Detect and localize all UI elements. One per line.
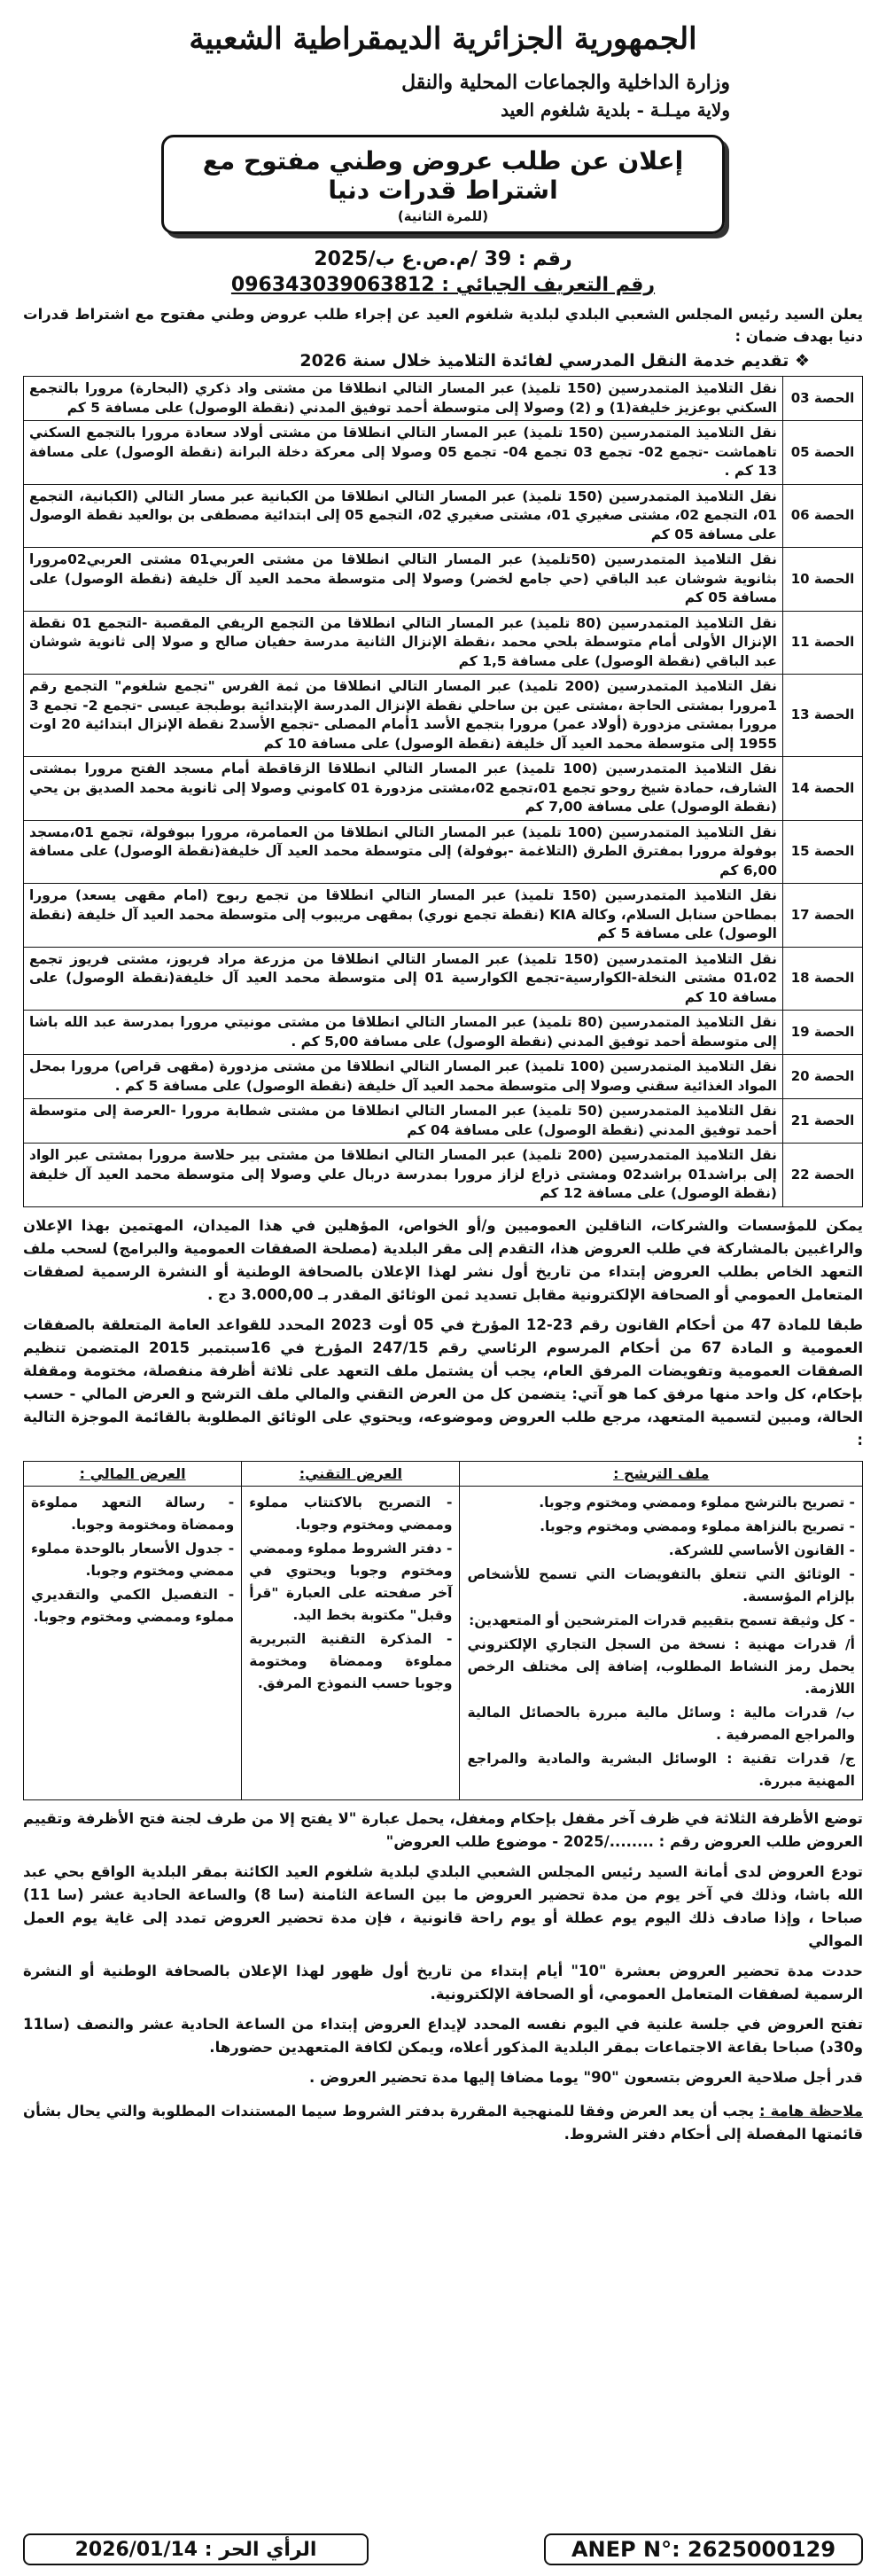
technical-item: - التصريح بالاكتتاب مملوء وممضي ومختوم وجوبا. bbox=[249, 1494, 453, 1533]
paragraph-duration: حددت مدة تحضير العروض بعشرة "10" أيام إبتداء من تاريخ أول ظهور لهذا الإعلان بالصحافة الوطنية أو النشرة الرسمية لصفقات المتعامل العمومي، أو الصحافة الإلكترونية. bbox=[23, 1962, 863, 2002]
candidature-item: ب/ قدرات مالية : وسائل مالية مبررة بالحصائل المالية والمراجع المصرفية . bbox=[467, 1704, 855, 1743]
lot-description: نقل التلاميذ المتمدرسين (150 تلميذ) عبر المسار التالي انطلاقا من الكبانية عبر مسار التالي (الكبانية، التجمع 01، التجمع 02، مشتى صغيري 01، مشتى صغيري 02، التجمع 05 إلى ابتدائية مصطفى بن بوالعيد نقطة الوصول على مسافة 05 كم bbox=[24, 484, 783, 548]
lot-description: نقل التلاميذ المتمدرسين (200 تلميذ) عبر المسار التالي انطلاقا من ثمة الفرس "تجمع شلغوم" التجمع رقم 1مرورا بمشتى الحاجة ،مشتى عين بن ساحلي نقطة الإنزال المدرسة الإبتدائية بوطبجة عيسى -تجمع 2- تجمع 3 مرورا بمشتى مزدورة (أولاد عمر) مرورا بتجمع الأسد 1أمام المصلى -تجمع الأسد2 نقطة الإنزال ابتدائية 20 اوت 1955 إلى متوسطة محمد العيد آل خليفة (نقطة الوصول) على مسافة 10 كم bbox=[24, 675, 783, 757]
lot-description: نقل التلاميذ المتمدرسين (100 تلميذ) عبر المسار التالي انطلاقا من مشتى مزدورة (مقهى قراص) مرورا بمحل المواد الغذائية سقني وصولا إلى متوسطة محمد العيد آل خليفة (نقطة الوصول) على مسافة 5 كم . bbox=[24, 1055, 783, 1099]
lot-row bbox=[24, 1055, 863, 1099]
financial-item: - رسالة التعهد مملوءة وممضاة ومختومة وجوبا. bbox=[31, 1494, 235, 1533]
lot-row bbox=[24, 421, 863, 485]
footer bbox=[23, 2533, 863, 2569]
lot-description: نقل التلاميذ المتمدرسين (150 تلميذ) عبر المسار التالي انطلاقا من تجمع ربوح (امام مقهى يسعد) مرورا بمطاحن سنابل السلام، وكالة KIA (نقطة تجمع نوري) بمقهى مريبوب إلى متوسطة محمد العيد آل خليفة (نقطة الوصول) على مسافة 5 كم bbox=[24, 884, 783, 948]
lot-description: نقل التلاميذ المتمدرسين (150 تلميذ) عبر المسار التالي انطلاقا من مزرعة مراد فريوز، مشتى فريوز تجمع 01،02 مشتى النخلة-الكوارسية-تجمع الكوارسية 01 إلى متوسطة محمد العيد آل خليفة(نقطة الوصول) على مسافة 10 كم bbox=[24, 947, 783, 1011]
lot-number: الحصة 06 bbox=[783, 484, 863, 548]
candidature-item: ج/ قدرات تقنية : الوسائل البشرية والمادية والمراجع المهنية مبررة. bbox=[467, 1750, 855, 1789]
notice-title: إعلان عن طلب عروض وطني مفتوح مع اشتراط قدرات دنيا bbox=[202, 146, 684, 205]
anep-number: ANEP N°: 2625000129 bbox=[544, 2533, 863, 2565]
candidature-item: - كل وثيقة تسمح بتقييم قدرات المترشحين أو المتعهدين: bbox=[469, 1612, 855, 1628]
lot-number: الحصة 13 bbox=[783, 675, 863, 757]
lot-row bbox=[24, 1099, 863, 1144]
financial-item: - التفصيل الكمي والتقديري مملوء وممضي ومختوم وجوبا. bbox=[31, 1586, 235, 1625]
candidature-cell bbox=[460, 1486, 863, 1799]
candidature-item: - تصريح بالترشح مملوء وممضي ومختوم وجوبا. bbox=[539, 1494, 855, 1510]
intro-paragraph: يعلن السيد رئيس المجلس الشعبي البلدي لبلدية شلغوم العيد عن إجراء طلب عروض وطني مفتوح مع اشتراط قدرات دنيا بهدف ضمان : bbox=[23, 306, 863, 345]
financial-cell bbox=[24, 1486, 242, 1799]
lot-number: الحصة 22 bbox=[783, 1144, 863, 1207]
candidature-item: - الوثائق التي تتعلق بالتفويضات التي تسمح للأشخاص بإلزام المؤسسة. bbox=[467, 1565, 855, 1604]
tax-id: رقم التعريف الجبائي : 096343039063812 bbox=[230, 274, 656, 296]
lot-number: الحصة 17 bbox=[783, 884, 863, 948]
ministry-heading: وزارة الداخلية والجماعات المحلية والنقل bbox=[401, 71, 730, 94]
header-technical: العرض التقني: bbox=[242, 1461, 460, 1486]
lot-description: نقل التلاميذ المتمدرسين (80 تلميذ) عبر المسار التالي انطلاقا من مشتى مونيتي مرورا بمدرسة عبد الله باشا إلى متوسطة أحمد توفيق المدني (نقطة الوصول) على مسافة 5,00 كم . bbox=[24, 1011, 783, 1055]
lots-table bbox=[23, 376, 863, 1207]
note-text: يجب أن يعد العرض وفقا للمنهجية المقررة بدفتر الشروط سيما المستندات المطلوبة والتي يحال بشأن قائمتها المفصلة إلى أحكام دفتر الشروط. bbox=[23, 2102, 863, 2143]
lot-row bbox=[24, 548, 863, 612]
lot-row bbox=[24, 1144, 863, 1207]
lot-row bbox=[24, 1011, 863, 1055]
lot-description: نقل التلاميذ المتمدرسين (100 تلميذ) عبر المسار التالي انطلاقا الزقاقطة أمام مسجد الفتح مرورا بمشتى الشارف، حمادة شيخ روحو تجمع 01،تجمع 02،مشتى مزدورة 01 كاموني وصولا إلى ثانوية محمد الصديق بن يحي (نقطة الوصول) على مسافة 7,00 كم bbox=[24, 757, 783, 821]
lot-row bbox=[24, 884, 863, 948]
paragraph-legal: طبقا للمادة 47 من أحكام القانون رقم 23-12 المؤرخ في 05 أوت 2023 المحدد للقواعد العامة المتعلقة بالصفقات العمومية و المادة 67 من أحكام المرسوم الرئاسي رقم 247/15 المؤرخ في 16سبتمبر 2015 المتضمن تنظيم الصفقات العمومية وتفويضات المرفق العام، يجب أن يشتمل ملف التعهد على ثلاثة أظرفة منفصلة، مختومة ومقفلة بإحكام، كل واحد منها مرفق كما هو آتي: يتضمن كل من العرض التقني والمالي ملف الترشح و العرض المالي - حسب الحالة، ومبين لتسمية المتعهد، مرجع طلب العروض وموضوعه، ويحتوي على الوثائق المطلوبة بالقائمة الموجزة التالية : bbox=[23, 1315, 864, 1448]
notice-subtitle: (للمرة الثانية) bbox=[397, 208, 489, 224]
lot-number: الحصة 15 bbox=[783, 820, 863, 884]
lot-row bbox=[24, 947, 863, 1011]
lot-row bbox=[24, 675, 863, 757]
technical-item: - المذكرة التقنية التبريرية مملوءة وممضاة ومختومة وجوبا حسب النموذج المرفق. bbox=[249, 1630, 453, 1691]
lot-number: الحصة 11 bbox=[783, 611, 863, 675]
financial-item: - جدول الأسعار بالوحدة مملوء ممضي ومختوم وجوبا. bbox=[31, 1540, 235, 1579]
lot-number: الحصة 21 bbox=[783, 1099, 863, 1144]
wilaya-heading: ولاية ميـلـة - بلدية شلغوم العيد bbox=[501, 99, 730, 121]
header-financial: العرض المالي : bbox=[24, 1461, 242, 1486]
lot-description: نقل التلاميذ المتمدرسين (50 تلميذ) عبر المسار التالي انطلاقا من مشتى شطابة مرورا -العرصة إلى متوسطة أحمد توفيق المدني (نقطة الوصول) على مسافة 04 كم bbox=[24, 1099, 783, 1144]
lot-description: نقل التلاميذ المتمدرسين (150 تلميذ) عبر المسار التالي انطلاقا من مشتى أولاد سعادة مرورا بالتجمع السكني تاهماشت -تجمع 02- تجمع 03 تجمع 04- تجمع 05 وصولا إلى معركة دخلة البرانة (نقطة الوصول) على مسافة 13 كم . bbox=[24, 421, 783, 485]
lot-description: نقل التلاميذ المتمدرسين (50تلميذ) عبر المسار التالي انطلاقا من مشتى العربي01 مشتى العربي02مرورا بثانوية شوشان عبد الباقي (حي جامع لخضر) وصولا إلى متوسطة محمد العيد آل خليفة (نقطة الوصول) على مسافة 05 كم bbox=[24, 548, 783, 612]
header-candidature: ملف الترشح : bbox=[460, 1461, 863, 1486]
lot-description: نقل التلاميذ المتمدرسين (100 تلميذ) عبر المسار التالي انطلاقا من العمامرة، مرورا ببوفولة، تجمع 01،مسجد بوفولة مرورا بمفترق الطرق (التلاغمة -بوفولة) إلى متوسطة محمد العيد آل خليفة(نقطة الوصول) على مسافة 6,00 كم bbox=[24, 820, 783, 884]
reference-number: رقم : 39 /م.ص.ع ب/2025 bbox=[314, 248, 572, 270]
lot-number: الحصة 05 bbox=[783, 421, 863, 485]
candidature-item: - القانون الأساسي للشركة. bbox=[668, 1542, 855, 1558]
technical-cell bbox=[242, 1486, 460, 1799]
lot-number: الحصة 20 bbox=[783, 1055, 863, 1099]
notice-title-box bbox=[161, 135, 725, 234]
publication-date: الرأي الحر : 2026/01/14 bbox=[23, 2533, 369, 2565]
lot-row bbox=[24, 611, 863, 675]
lot-number: الحصة 03 bbox=[783, 377, 863, 421]
candidature-item: أ/ قدرات مهنية : نسخة من السجل التجاري الإلكتروني يحمل رمز النشاط المطلوب، إضافة إلى مختلف الرخص اللازمة. bbox=[467, 1635, 855, 1697]
note-label: ملاحظة هامة : bbox=[759, 2102, 863, 2119]
technical-item: - دفتر الشروط مملوء وممضي ومختوم وجوبا ويحتوي في آخر صفحته على العبارة "قرأ وقبل" مكتوبة بخط اليد. bbox=[249, 1540, 453, 1623]
dossier-table bbox=[23, 1461, 863, 1800]
paragraph-opening: تفتح العروض في جلسة علنية في اليوم نفسه المحدد لإيداع العروض إبتداء من الساعة الحادية عشر والنصف (سا11 و30د) صباحا بقاعة الاجتماعات بمقر البلدية المذكور أعلاه، ويمكن لكافة المتعهدين حضورها. bbox=[23, 2015, 863, 2056]
lot-number: الحصة 19 bbox=[783, 1011, 863, 1055]
lot-number: الحصة 14 bbox=[783, 757, 863, 821]
lot-row bbox=[24, 484, 863, 548]
lot-row bbox=[24, 820, 863, 884]
lot-number: الحصة 10 bbox=[783, 548, 863, 612]
lot-description: نقل التلاميذ المتمدرسين (200 تلميذ) عبر المسار التالي انطلاقا من مشتى بير حلاسة مرورا بمشتى عبر الواد إلى براشد01 براشد02 ومشتى ذراع لزاز مرورا بمدرسة دربال علي وصولا إلى متوسطة محمد العيد آل خليفة (نقطة الوصول) على مسافة 12 كم bbox=[24, 1144, 783, 1207]
lot-description: نقل التلاميذ المتمدرسين (150 تلميذ) عبر المسار التالي انطلاقا من مشتى واد ذكري (البحارة) مرورا بالتجمع السكني بوعزيز خليفة(1) و (2) وصولا إلى متوسطة أحمد توفيق المدني (نقطة الوصول) على مسافة 5 كم bbox=[24, 377, 783, 421]
republic-heading: الجمهورية الجزائرية الديمقراطية الشعبية bbox=[189, 21, 697, 57]
lot-number: الحصة 18 bbox=[783, 947, 863, 1011]
paragraph-validity: قدر أجل صلاحية العروض بتسعون "90" يوما مضافا إليها مدة تحضير العروض . bbox=[309, 2068, 863, 2086]
lot-row bbox=[24, 377, 863, 421]
candidature-item: - تصريح بالنزاهة مملوء وممضي ومختوم وجوبا. bbox=[540, 1518, 855, 1534]
subject-line: ❖ تقديم خدمة النقل المدرسي لفائدة التلاميذ خلال سنة 2026 bbox=[299, 351, 810, 371]
paragraph-deposit: تودع العروض لدى أمانة السيد رئيس المجلس الشعبي البلدي لبلدية شلغوم العيد الكائنة بمقر البلدية الواقع بحي عبد الله باشا، وذلك في آخر يوم من مدة تحضير العروض ما بين الساعة الثامنة (سا 8) والساعة الحادية عشر (سا 11) صباحا ، وإذا صادف ذلك اليوم يوم عطلة أو يوم راحة قانونية ، فإن مدة تحضير العروض تمدد إلى غاية يوم العمل الموالي bbox=[23, 1862, 863, 1949]
tax-id-line bbox=[23, 274, 863, 296]
important-note bbox=[23, 2100, 863, 2146]
paragraph-withdraw: يمكن للمؤسسات والشركات، الناقلين العموميين و/أو الخواص، المؤهلين في هذا الميدان، المهتمين بهذا الإعلان والراغبين بالمشاركة في طلب العروض هذا، التقدم إلى مقر البلدية (مصلحة الصفقات العمومية والبرامج) لسحب ملف التعهد الخاص بطلب العروض إبتداء من تاريخ أول نشر لهذا الإعلان بالصحافة الوطنية أو النشرة الرسمية لصفقات المتعامل العمومي أو الصحافة الإلكترونية مقابل تسديد ثمن الوثائق المقدر بـ 3.000,00 دج . bbox=[23, 1216, 863, 1303]
paragraph-envelopes: توضع الأظرفة الثلاثة في ظرف آخر مقفل بإحكام ومغفل، يحمل عبارة "لا يفتح إلا من طرف لجنة فتح الأظرفة وتقييم العروض طلب العروض رقم : ......../2025 - موضوع طلب العروض" bbox=[23, 1809, 863, 1850]
lot-row bbox=[24, 757, 863, 821]
lot-description: نقل التلاميذ المتمدرسين (80 تلميذ) عبر المسار التالي انطلاقا من التجمع الريفي المقصبة -التجمع 01 نقطة الإنزال الأولى أمام متوسطة بلحي محمد ،نقطة الإنزال الثانية مدرسة حفيان صالح و صولا إلى ثانوية شوشان عبد الباقي (نقطة الوصول) على مسافة 1,5 كم bbox=[24, 611, 783, 675]
